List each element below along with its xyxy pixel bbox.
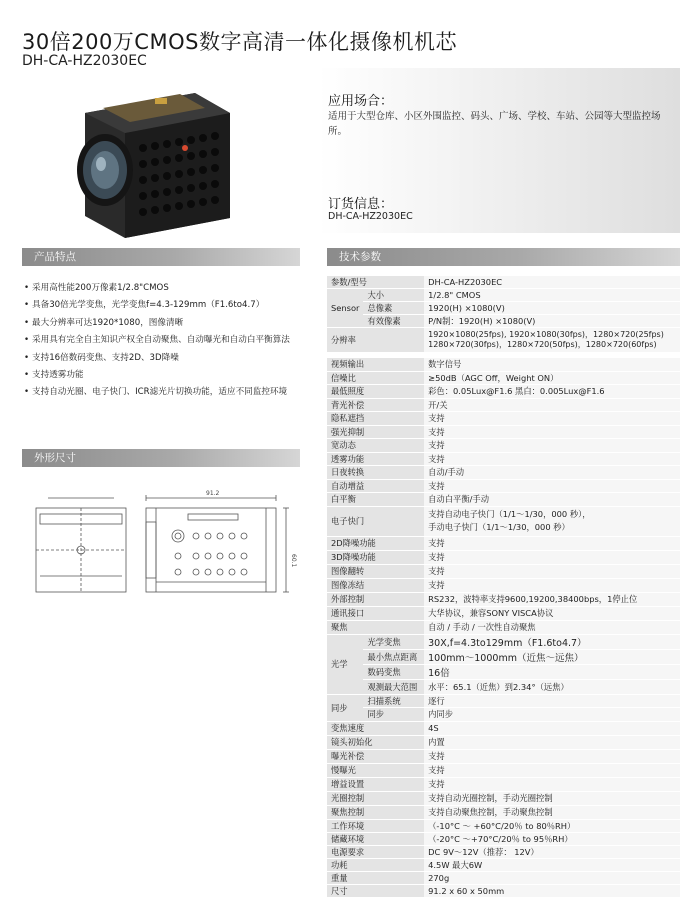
- spec-value: 1920(H) ×1080(V): [424, 302, 680, 315]
- feature-item: • 支持自动光圈、电子快门、ICR滤光片切换功能，适应不同监控环境: [24, 384, 324, 401]
- spec-value: 支持: [424, 412, 680, 426]
- spec-value: 支持: [424, 763, 680, 777]
- spec-row: [327, 493, 680, 507]
- spec-row: [327, 679, 680, 694]
- spec-value: RS232，波特率支持9600,19200,38400bps，1停止位: [424, 592, 680, 606]
- spec-value: 开/关: [424, 398, 680, 412]
- spec-label: 曝光补偿: [327, 749, 424, 763]
- spec-row: [327, 819, 680, 832]
- spec-row: [327, 592, 680, 606]
- spec-label: 功耗: [327, 858, 424, 871]
- spec-value: 91.2 x 60 x 50mm: [424, 884, 680, 897]
- spec-group-label: Sensor: [327, 289, 363, 328]
- spec-label: 总像素: [363, 302, 424, 315]
- spec-row: [327, 371, 680, 385]
- spec-label: 聚焦: [327, 620, 424, 634]
- spec-label: 储藏环境: [327, 832, 424, 845]
- spec-label: 扫描系统: [363, 694, 424, 707]
- spec-value: 4S: [424, 721, 680, 735]
- spec-row: [327, 694, 680, 707]
- feature-item: • 采用具有完全自主知识产权全自动聚焦、自动曝光和自动白平衡算法: [24, 332, 324, 349]
- spec-row: [327, 385, 680, 399]
- spec-row: [327, 289, 680, 302]
- spec-value: ≥50dB（AGC Off，Weight ON）: [424, 371, 680, 385]
- spec-row: [327, 634, 680, 649]
- spec-value: 支持自动光圈控制，手动光圈控制: [424, 791, 680, 805]
- spec-row: [327, 536, 680, 550]
- application-text: 适用于大型仓库、小区外围监控、码头、广场、学校、车站、公园等大型监控场所。: [328, 111, 661, 137]
- spec-label: 3D降噪功能: [327, 550, 424, 564]
- spec-table: [327, 276, 680, 898]
- spec-row: [327, 550, 680, 564]
- spec-value-line: 1920×1080(25fps), 1920×1080(30fps)，1280×720(25fps): [428, 330, 664, 339]
- spec-label: 电子快门: [327, 506, 424, 536]
- spec-row: [327, 358, 680, 372]
- dimensions-section-header: 外形尺寸: [22, 449, 300, 467]
- spec-value: 内同步: [424, 707, 680, 721]
- spec-label: 宽动态: [327, 439, 424, 453]
- feature-item: • 支持透雾功能: [24, 367, 324, 384]
- spec-label: 同步: [363, 707, 424, 721]
- spec-label: 通讯接口: [327, 606, 424, 620]
- spec-value: 支持: [424, 578, 680, 592]
- page-title: 30倍200万CMOS数字高清一体化摄像机机芯: [22, 30, 457, 54]
- spec-value: 1/2.8" CMOS: [424, 289, 680, 302]
- spec-value: 支持: [424, 425, 680, 439]
- spec-value: 支持: [424, 550, 680, 564]
- spec-value: 支持: [424, 777, 680, 791]
- spec-value: 支持: [424, 439, 680, 453]
- spec-label: 重量: [327, 871, 424, 884]
- spec-row: [327, 649, 680, 664]
- spec-row: [327, 398, 680, 412]
- spec-row: [327, 749, 680, 763]
- spec-value: 支持: [424, 564, 680, 578]
- spec-row: [327, 479, 680, 493]
- spec-row: [327, 302, 680, 315]
- spec-label: 数码变焦: [363, 664, 424, 679]
- spec-label: 分辨率: [327, 328, 424, 353]
- spec-label: 信噪比: [327, 371, 424, 385]
- model-number: DH-CA-HZ2030EC: [22, 53, 147, 69]
- spec-value-line: 支持自动电子快门（1/1～1/30，000 秒），: [428, 509, 591, 519]
- spec-value: DH-CA-HZ2030EC: [424, 276, 680, 289]
- spec-value: P/N制：1920(H) ×1080(V): [424, 315, 680, 328]
- spec-row: [327, 620, 680, 634]
- spec-label: 2D降噪功能: [327, 536, 424, 550]
- spec-value: 支持: [424, 536, 680, 550]
- spec-row: [327, 664, 680, 679]
- spec-label: 增益设置: [327, 777, 424, 791]
- spec-value: 支持自动聚焦控制，手动聚焦控制: [424, 805, 680, 819]
- spec-value: 水平：65.1（近焦）到2.34°（远焦）: [424, 679, 680, 694]
- spec-row: [327, 606, 680, 620]
- spec-label: 电源要求: [327, 845, 424, 858]
- spec-label: 强光抑制: [327, 425, 424, 439]
- height-dimension: 60.1: [290, 554, 297, 568]
- spec-value: [424, 328, 680, 353]
- spec-row: [327, 707, 680, 721]
- spec-label: 图像冻结: [327, 578, 424, 592]
- ordering-text: DH-CA-HZ2030EC: [328, 211, 413, 222]
- spec-label: 透雾功能: [327, 452, 424, 466]
- spec-value: 270g: [424, 871, 680, 884]
- spec-value: 100mm～1000mm（近焦～远焦）: [424, 649, 680, 664]
- spec-label: 有效像素: [363, 315, 424, 328]
- spec-label: 慢曝光: [327, 763, 424, 777]
- spec-value: 4.5W 最大6W: [424, 858, 680, 871]
- feature-item: • 最大分辨率可达1920*1080，图像清晰: [24, 315, 324, 332]
- spec-value: 30X,f=4.3to129mm（F1.6to4.7）: [424, 634, 680, 649]
- spec-label: 参数/型号: [327, 276, 424, 289]
- spec-label: 光学变焦: [363, 634, 424, 649]
- spec-row: [327, 315, 680, 328]
- spec-group-label: 同步: [327, 694, 363, 721]
- camera-module-image: [55, 88, 250, 238]
- spec-row: [327, 832, 680, 845]
- spec-label: 白平衡: [327, 493, 424, 507]
- spec-value: （-20°C ～+70°C/20％ to 95％RH）: [424, 832, 680, 845]
- spec-row: [327, 412, 680, 426]
- spec-label: 变焦速度: [327, 721, 424, 735]
- spec-row: [327, 425, 680, 439]
- spec-label: 工作环境: [327, 819, 424, 832]
- spec-row: [327, 791, 680, 805]
- features-section-header: 产品特点: [22, 248, 300, 266]
- spec-row: [327, 805, 680, 819]
- spec-label: 自动增益: [327, 479, 424, 493]
- feature-item: • 具备30倍光学变焦，光学变焦f=4.3-129mm（F1.6to4.7）: [24, 297, 324, 314]
- spec-label: 大小: [363, 289, 424, 302]
- width-dimension: 91.2: [206, 490, 220, 497]
- spec-value: （-10°C ～ +60°C/20％ to 80％RH）: [424, 819, 680, 832]
- spec-row: [327, 578, 680, 592]
- spec-value: 内置: [424, 735, 680, 749]
- spec-value: 支持: [424, 479, 680, 493]
- spec-label: 最低照度: [327, 385, 424, 399]
- spec-label: 视频输出: [327, 358, 424, 372]
- spec-row: [327, 439, 680, 453]
- spec-label: 隐私遮挡: [327, 412, 424, 426]
- spec-row: [327, 871, 680, 884]
- spec-value: [424, 506, 680, 536]
- spec-label: 光圈控制: [327, 791, 424, 805]
- spec-label: 最小焦点距离: [363, 649, 424, 664]
- spec-value-line: 手动电子快门（1/1～1/30，000 秒）: [428, 522, 570, 532]
- spec-value: 自动 / 手动 / 一次性自动聚焦: [424, 620, 680, 634]
- spec-label: 镜头初始化: [327, 735, 424, 749]
- specs-section-header: 技术参数: [327, 248, 680, 266]
- spec-row: [327, 466, 680, 480]
- ordering-heading: 订货信息：: [328, 197, 394, 212]
- application-heading: 应用场合：: [328, 94, 394, 109]
- spec-value: 自动白平衡/手动: [424, 493, 680, 507]
- spec-row: [327, 884, 680, 897]
- spec-header-row: [327, 276, 680, 289]
- spec-row: [327, 845, 680, 858]
- spec-value: 彩色：0.05Lux@F1.6 黑白：0.005Lux@F1.6: [424, 385, 680, 399]
- spec-row: [327, 721, 680, 735]
- feature-list: [24, 280, 324, 402]
- spec-value: 大华协议，兼容SONY VISCA协议: [424, 606, 680, 620]
- spec-value: 支持: [424, 452, 680, 466]
- spec-label: 聚焦控制: [327, 805, 424, 819]
- feature-item: • 支持16倍数码变焦、支持2D、3D降噪: [24, 350, 324, 367]
- spec-value: 16倍: [424, 664, 680, 679]
- spec-row: [327, 735, 680, 749]
- spec-row: [327, 328, 680, 353]
- spec-row: [327, 564, 680, 578]
- feature-item: • 采用高性能200万像素1/2.8"CMOS: [24, 280, 324, 297]
- spec-label: 日夜转换: [327, 466, 424, 480]
- spec-group-label: 光学: [327, 634, 363, 694]
- spec-value: 数字信号: [424, 358, 680, 372]
- dimension-drawing: [28, 486, 318, 604]
- spec-row: [327, 858, 680, 871]
- spec-row: [327, 506, 680, 536]
- spec-label: 观测最大范围: [363, 679, 424, 694]
- spec-value: 自动/手动: [424, 466, 680, 480]
- spec-label: 背光补偿: [327, 398, 424, 412]
- spec-value: 支持: [424, 749, 680, 763]
- spec-row: [327, 777, 680, 791]
- spec-label: 图像翻转: [327, 564, 424, 578]
- spec-row: [327, 763, 680, 777]
- spec-label: 尺寸: [327, 884, 424, 897]
- spec-label: 外部控制: [327, 592, 424, 606]
- spec-value-line: 1280×720(30fps)，1280×720(50fps)，1280×720(60fps): [428, 340, 657, 349]
- spec-value: DC 9V～12V（推荐： 12V）: [424, 845, 680, 858]
- spec-row: [327, 452, 680, 466]
- spec-value: 逐行: [424, 694, 680, 707]
